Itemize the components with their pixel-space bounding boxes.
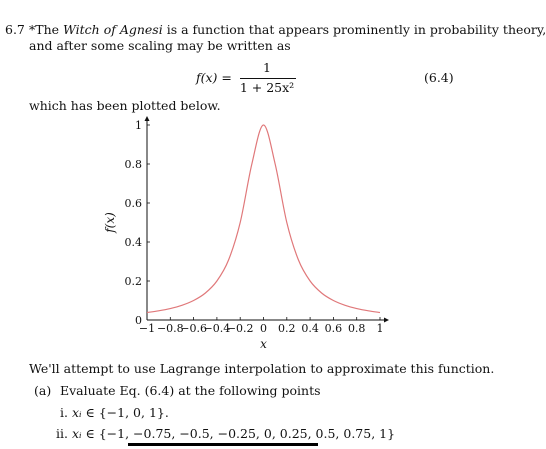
item-ii-set: {−1, −0.75, −0.5, −0.25, 0, 0.25, 0.5, 0.75, 1}	[98, 426, 396, 441]
x-tick-label: −0.8	[156, 322, 184, 335]
x-tick-label: 1	[376, 322, 384, 335]
part-a-label: (a)	[34, 383, 52, 398]
y-tick-label: 0.8	[124, 158, 142, 171]
x-tick-label: −0.4	[203, 322, 231, 335]
equation-denominator: 1 + 25x²	[239, 80, 295, 95]
witch-of-agnesi-chart	[0, 112, 474, 352]
equation-numerator: 1	[263, 60, 271, 75]
equation-lhs: f(x) =	[196, 70, 232, 85]
part-a-text: Evaluate Eq. (6.4) at the following points	[60, 383, 321, 398]
x-axis-label: x	[260, 337, 267, 351]
problem-number: 6.7	[5, 22, 25, 37]
after-equation-text: which has been plotted below.	[29, 98, 221, 113]
x-tick-label: −0.2	[226, 322, 254, 335]
item-ii	[56, 426, 395, 442]
y-tick-label: 0.4	[124, 236, 142, 249]
item-i-set: {−1, 0, 1}.	[98, 405, 169, 420]
intro-suffix: is a function that appears prominently in probability theory,	[162, 22, 546, 37]
x-tick-label: 0	[260, 322, 267, 335]
x-axis-arrow	[384, 318, 389, 323]
fraction-bar	[240, 78, 296, 79]
intro-line-1	[29, 22, 546, 38]
intro-line-2: and after some scaling may be written as	[29, 38, 291, 53]
x-tick-label: 0.4	[301, 322, 319, 335]
item-i-label: i.	[60, 405, 68, 420]
x-tick-label: −1	[138, 322, 156, 335]
item-ii-label: ii.	[56, 426, 68, 441]
y-tick-label: 0.6	[124, 197, 142, 210]
curve-series-line	[147, 125, 380, 312]
y-tick-label: 0.2	[124, 275, 142, 288]
item-ii-var: xᵢ ∈	[71, 426, 99, 441]
item-i	[60, 405, 169, 421]
intro-prefix: *The	[29, 22, 64, 37]
x-tick-label: −0.6	[180, 322, 207, 335]
item-i-var: xᵢ ∈	[71, 405, 99, 420]
y-tick-label: 1	[135, 119, 142, 132]
y-axis-arrow	[145, 116, 150, 121]
x-tick-label: 0.8	[347, 322, 366, 335]
x-tick-label: 0.2	[278, 322, 296, 335]
intro-italic-term: Witch of Agnesi	[63, 22, 163, 37]
y-axis-label: f(x)	[103, 212, 117, 233]
followup-text: We'll attempt to use Lagrange interpolation to approximate this function.	[29, 361, 495, 376]
y-tick-label: 0	[135, 314, 142, 327]
equation-label: (6.4)	[424, 70, 454, 85]
underline-mark	[128, 443, 318, 446]
x-tick-label: 0.6	[324, 322, 343, 335]
